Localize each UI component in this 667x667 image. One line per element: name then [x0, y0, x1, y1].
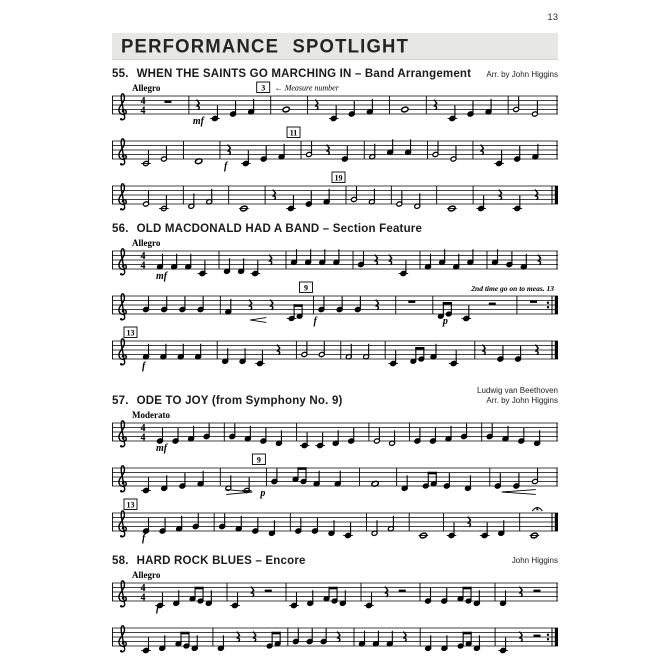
song-header	[112, 386, 558, 407]
staff-system-song2-line0	[112, 407, 558, 452]
song-section-57	[112, 386, 558, 542]
svg-text:f: f	[223, 161, 228, 172]
treble-clef-icon	[119, 466, 126, 493]
svg-text:p: p	[442, 316, 448, 327]
svg-text:2nd time go on to meas. 13: 2nd time go on to meas. 13	[471, 284, 554, 293]
song-section-56	[112, 222, 558, 370]
staff-system-song0-line1	[112, 125, 558, 170]
song-header	[112, 67, 558, 80]
song-systems	[112, 407, 558, 542]
credit-line: Arr. by John Higgins	[486, 69, 558, 79]
staff-system-song1-line0	[112, 235, 558, 280]
svg-text:f: f	[313, 316, 317, 327]
svg-text:Allegro: Allegro	[132, 569, 161, 580]
songs-container	[112, 67, 558, 657]
page-number: 13	[547, 12, 558, 23]
svg-text:mf: mf	[156, 442, 168, 454]
svg-text:Moderato: Moderato	[132, 409, 170, 420]
song-section-55	[112, 67, 558, 215]
svg-text:Allegro: Allegro	[132, 238, 161, 248]
treble-clef-icon	[119, 339, 126, 366]
staff-system-song1-line2	[112, 325, 558, 370]
svg-text:19: 19	[334, 173, 343, 183]
song-title: 55. WHEN THE SAINTS GO MARCHING IN – Band Arrangement	[112, 68, 472, 80]
treble-clef-icon	[119, 581, 126, 608]
song-title: 56. OLD MACDONALD HAD A BAND – Section Feature	[112, 223, 423, 235]
staff-system-song3-line1	[112, 612, 558, 657]
svg-text:4: 4	[140, 592, 146, 604]
svg-text:4: 4	[140, 105, 146, 117]
svg-text:f: f	[156, 602, 160, 614]
svg-text:4: 4	[140, 582, 146, 594]
svg-text:4: 4	[140, 422, 146, 434]
song-systems	[112, 80, 558, 215]
svg-text:9: 9	[303, 283, 308, 293]
song-systems	[112, 235, 558, 370]
song-credits	[486, 70, 558, 80]
song-systems	[112, 567, 558, 657]
song-number: 58.	[112, 554, 129, 567]
svg-text:p: p	[260, 487, 266, 499]
svg-text:4: 4	[140, 432, 146, 444]
performance-spotlight-banner	[112, 33, 558, 60]
staff-system-song3-line0	[112, 567, 558, 612]
svg-text:mf: mf	[192, 116, 204, 127]
svg-text:9: 9	[256, 455, 261, 465]
staff-system-song0-line2	[112, 170, 558, 215]
svg-text:11: 11	[289, 128, 298, 138]
svg-text:4: 4	[140, 251, 146, 262]
treble-clef-icon	[119, 421, 126, 448]
treble-clef-icon	[119, 249, 126, 276]
svg-text:3: 3	[261, 83, 266, 93]
song-title: 57. ODE TO JOY (from Symphony No. 9)	[112, 394, 343, 407]
credit-line: Arr. by John Higgins	[486, 396, 558, 406]
song-number: 56.	[112, 223, 129, 235]
staff-system-song2-line1	[112, 452, 558, 497]
song-header	[112, 554, 558, 567]
treble-clef-icon	[119, 294, 126, 321]
credit-line: Ludwig van Beethoven	[477, 386, 558, 395]
treble-clef-icon	[119, 139, 126, 166]
staff-system-song1-line1	[112, 280, 558, 325]
treble-clef-icon	[119, 626, 126, 653]
svg-text:← Measure number: ← Measure number	[274, 83, 339, 93]
svg-text:13: 13	[126, 328, 135, 338]
treble-clef-icon	[119, 94, 126, 121]
credit-line: John Higgins	[511, 556, 558, 566]
treble-clef-icon	[119, 511, 126, 538]
svg-text:4: 4	[140, 96, 146, 107]
svg-text:mf: mf	[156, 271, 168, 282]
song-section-58	[112, 554, 558, 657]
banner-title: PERFORMANCE SPOTLIGHT	[121, 34, 410, 57]
treble-clef-icon	[119, 184, 126, 211]
song-number: 57.	[112, 394, 129, 407]
staff-system-song2-line2	[112, 497, 558, 542]
song-credits	[512, 556, 558, 566]
svg-text:Allegro: Allegro	[132, 83, 161, 93]
svg-text:13: 13	[126, 500, 135, 510]
staff-system-song0-line0	[112, 80, 558, 125]
svg-text:4: 4	[140, 260, 146, 272]
song-header	[112, 222, 558, 235]
svg-text:f: f	[142, 361, 146, 372]
song-credits	[477, 386, 558, 407]
page-content	[112, 0, 558, 657]
song-number: 55.	[112, 68, 129, 80]
song-title: 58. HARD ROCK BLUES – Encore	[112, 554, 306, 567]
svg-text:f: f	[142, 532, 146, 544]
